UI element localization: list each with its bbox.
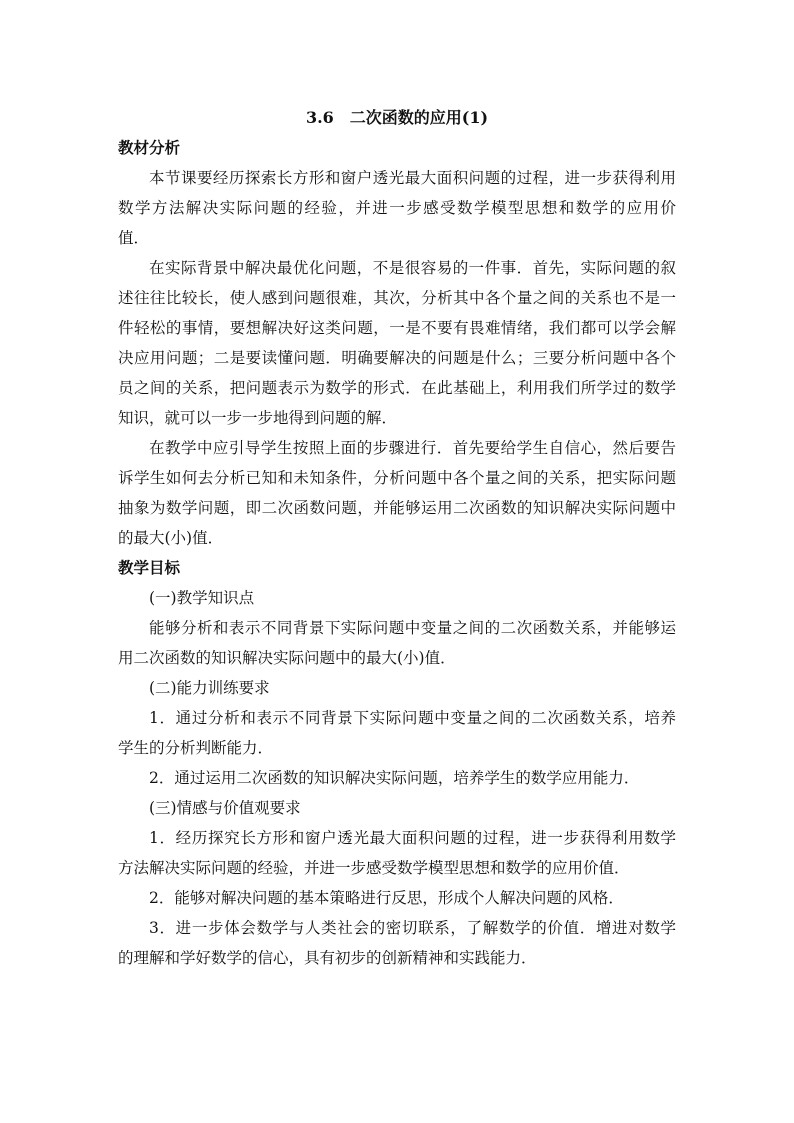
text-line: 方法解决实际问题的经验，并进一步感受数学模型思想和数学的应用价值． xyxy=(118,859,630,877)
document-title: 3.6 二次函数的应用(1) xyxy=(305,108,489,127)
text-line: 2．能够对解决问题的基本策略进行反思，形成个人解决问题的风格． xyxy=(149,889,624,907)
text-line: 员之间的关系，把问题表示为数学的形式．在此基础上，利用我们所学过的数学 xyxy=(118,379,676,397)
text-line: 的理解和学好数学的信心，具有初步的创新精神和实践能力． xyxy=(118,949,537,967)
text-line: 的最大(小)值． xyxy=(118,529,224,547)
paragraph-analysis-3 xyxy=(118,433,676,553)
text-line: 3．进一步体会数学与人类社会的密切联系，了解数学的价值．增进对数学 xyxy=(149,919,676,937)
text-line: 述往往比较长，使人感到问题很难，其次，分析其中各个量之间的关系也不是一 xyxy=(118,289,676,307)
text-line: 知识，就可以一步一步地得到问题的解． xyxy=(118,409,398,427)
text-line: 抽象为数学问题，即二次函数问题，并能够运用二次函数的知识解决实际问题中 xyxy=(118,499,676,517)
text-line: 件轻松的事情，要想解决好这类问题，一是不要有畏难情绪，我们都可以学会解 xyxy=(118,319,676,337)
list-item-ability-1 xyxy=(118,703,676,763)
paragraph-analysis-1 xyxy=(118,163,676,253)
text-line: 在实际背景中解决最优化问题，不是很容易的一件事．首先，实际问题的叙 xyxy=(149,259,676,277)
text-line: 诉学生如何去分析已知和未知条件，分析问题中各个量之间的关系，把实际问题 xyxy=(118,469,676,487)
section-heading-goals: 教学目标 xyxy=(118,559,181,577)
subsection-ability-title xyxy=(118,673,676,703)
text-line: 学生的分析判断能力． xyxy=(118,739,274,757)
paragraph-knowledge xyxy=(118,613,676,673)
paragraph-analysis-2 xyxy=(118,253,676,433)
text-line: 在教学中应引导学生按照上面的步骤进行．首先要给学生自信心，然后要告 xyxy=(149,439,676,457)
text-line: 1．通过分析和表示不同背景下实际问题中变量之间的二次函数关系，培养 xyxy=(149,709,676,727)
subsection-knowledge-title xyxy=(118,583,676,613)
text-line: (一)教学知识点 xyxy=(149,589,255,607)
text-line: 本节课要经历探索长方形和窗户透光最大面积问题的过程，进一步获得利用 xyxy=(149,169,676,187)
text-line: (三)情感与价值观要求 xyxy=(149,799,301,817)
text-line: 用二次函数的知识解决实际问题中的最大(小)值． xyxy=(118,649,456,667)
section-heading-analysis: 教材分析 xyxy=(118,139,181,157)
list-item-emotion-1 xyxy=(118,823,676,883)
text-line: 数学方法解决实际问题的经验，并进一步感受数学模型思想和数学的应用价 xyxy=(118,199,676,217)
subsection-emotion-title xyxy=(118,793,676,823)
text-line: 2．通过运用二次函数的知识解决实际问题，培养学生的数学应用能力． xyxy=(149,769,640,787)
text-line: 能够分析和表示不同背景下实际问题中变量之间的二次函数关系，并能够运 xyxy=(149,619,676,637)
text-line: (二)能力训练要求 xyxy=(149,679,270,697)
document-page xyxy=(118,103,676,973)
list-item-emotion-3 xyxy=(118,913,676,973)
list-item-emotion-2 xyxy=(118,883,676,913)
list-item-ability-2 xyxy=(118,763,676,793)
text-line: 决应用问题；二是要读懂问题．明确要解决的问题是什么；三要分析问题中各个 xyxy=(118,349,676,367)
text-line: 1．经历探究长方形和窗户透光最大面积问题的过程，进一步获得利用数学 xyxy=(149,829,676,847)
text-line: 值． xyxy=(118,229,150,247)
